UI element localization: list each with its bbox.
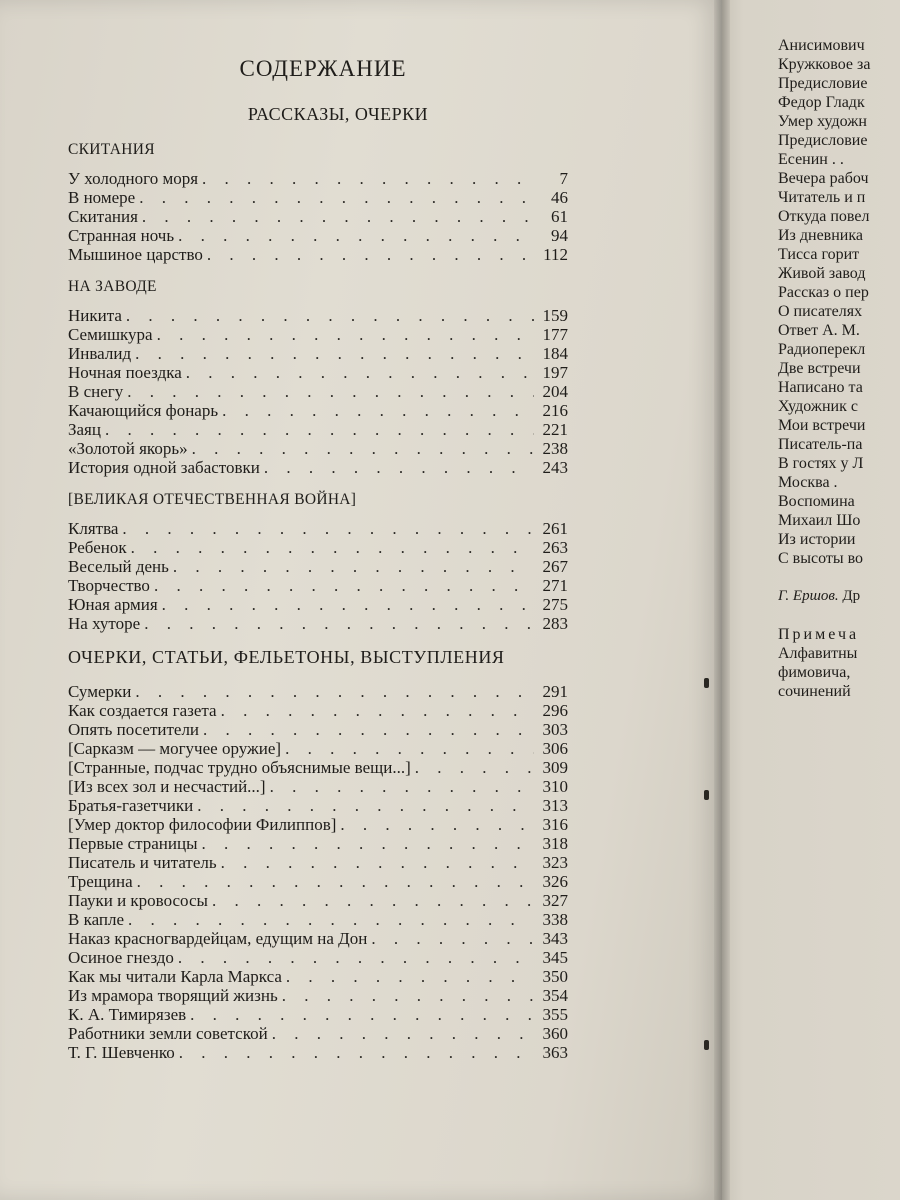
right-toc-entry: Рассказ о пер	[778, 284, 869, 301]
toc-entry	[68, 169, 568, 188]
entry-title: Из мрамора творящий жизнь	[68, 986, 278, 1005]
entry-page: 94	[551, 226, 568, 245]
entry-page: 275	[542, 595, 568, 614]
right-toc-entry: Тисса горит	[778, 246, 860, 263]
right-note-line: Примеча	[778, 626, 860, 643]
entry-title: Юная армия	[68, 595, 158, 614]
entry-page: 355	[542, 1005, 568, 1024]
right-toc-entry: С высоты во	[778, 550, 864, 567]
entry-page: 354	[542, 986, 568, 1005]
right-toc-entry: Кружковое за	[778, 56, 871, 73]
toc-entry	[68, 439, 568, 458]
toc-entry	[68, 910, 568, 929]
dot-leader	[186, 363, 534, 382]
contents-left	[68, 56, 568, 1062]
right-toc-entry: Писатель-па	[778, 436, 863, 453]
toc-entry	[68, 986, 568, 1005]
right-toc-entry: О писателях	[778, 303, 863, 320]
toc-entry	[68, 458, 568, 477]
entry-page: 313	[542, 796, 568, 815]
toc-entry	[68, 967, 568, 986]
right-toc-entry: Мои встречи	[778, 417, 866, 434]
entry-title: Никита	[68, 306, 122, 325]
right-note-line: Алфавитны	[778, 645, 858, 662]
dot-leader	[142, 207, 534, 226]
entry-page: 338	[542, 910, 568, 929]
section-title: ОЧЕРКИ, СТАТЬИ, ФЕЛЬЕТОНЫ, ВЫСТУПЛЕНИЯ	[68, 647, 505, 667]
dot-leader	[135, 682, 534, 701]
toc-entry	[68, 614, 568, 633]
book-gutter	[714, 0, 730, 1200]
toc-entry	[68, 1024, 568, 1043]
toc-entry	[68, 720, 568, 739]
right-toc-entry: Радиоперекл	[778, 341, 866, 358]
entry-page: 323	[542, 853, 568, 872]
toc-section	[68, 647, 568, 1062]
dot-leader	[340, 815, 534, 834]
dot-leader	[192, 439, 534, 458]
toc-section	[68, 278, 568, 477]
entry-title: Первые страницы	[68, 834, 198, 853]
entry-page: 46	[551, 188, 568, 207]
toc-entry	[68, 1005, 568, 1024]
section-title: [ВЕЛИКАЯ ОТЕЧЕСТВЕННАЯ ВОЙНА]	[68, 491, 357, 508]
entry-page: 263	[542, 538, 568, 557]
right-toc-entry: Умер художн	[778, 113, 867, 130]
toc-entry	[68, 420, 568, 439]
toc-entry	[68, 796, 568, 815]
right-toc-entry: Из дневника	[778, 227, 863, 244]
entry-title: [Сарказм — могучее оружие]	[68, 739, 282, 758]
toc-entry	[68, 363, 568, 382]
dot-leader	[126, 306, 534, 325]
entry-title: Опять посетители	[68, 720, 200, 739]
author-note: Г. Ершов. Др	[778, 588, 861, 604]
dot-leader	[221, 853, 534, 872]
dot-leader	[207, 245, 534, 264]
binding-stitch	[704, 1040, 709, 1050]
section-title: СКИТАНИЯ	[68, 141, 155, 158]
entry-page: 216	[542, 401, 568, 420]
right-toc-entry: Предисловие	[778, 132, 868, 149]
toc-list	[68, 519, 568, 633]
toc-entry	[68, 401, 568, 420]
entry-page: 184	[542, 344, 568, 363]
entry-page: 318	[542, 834, 568, 853]
entry-title: «Золотой якорь»	[68, 439, 188, 458]
entry-page: 363	[542, 1043, 568, 1062]
entry-page: 204	[542, 382, 568, 401]
entry-page: 309	[542, 758, 568, 777]
dot-leader	[131, 538, 534, 557]
entry-title: Клятва	[68, 519, 119, 538]
entry-page: 303	[542, 720, 568, 739]
entry-page: 283	[542, 614, 568, 633]
entry-title: В номере	[68, 188, 136, 207]
toc-entry	[68, 245, 568, 264]
dot-leader	[222, 401, 534, 420]
toc-entry	[68, 777, 568, 796]
toc-entry	[68, 739, 568, 758]
toc-entry	[68, 853, 568, 872]
part-title: РАССКАЗЫ, ОЧЕРКИ	[247, 104, 429, 124]
right-toc-entry: Ответ А. М.	[778, 322, 860, 339]
entry-page: 326	[542, 872, 568, 891]
entry-title: У холодного моря	[68, 169, 199, 188]
dot-leader	[221, 701, 534, 720]
dot-leader	[154, 576, 534, 595]
entry-page: 350	[542, 967, 568, 986]
dot-leader	[128, 910, 534, 929]
entry-page: 343	[542, 929, 568, 948]
dot-leader	[371, 929, 534, 948]
toc-entry	[68, 758, 568, 777]
dot-leader	[212, 891, 534, 910]
entry-title: Творчество	[68, 576, 150, 595]
binding-stitch	[704, 790, 709, 800]
entry-title: На хуторе	[68, 614, 141, 633]
dot-leader	[137, 872, 534, 891]
entry-title: Т. Г. Шевченко	[68, 1043, 175, 1062]
right-toc-entry: В гостях у Л	[778, 455, 864, 472]
toc-entry	[68, 701, 568, 720]
dot-leader	[286, 967, 534, 986]
toc-entry	[68, 834, 568, 853]
right-toc-entry: Федор Гладк	[778, 94, 865, 111]
dot-leader	[105, 420, 534, 439]
dot-leader	[190, 1005, 534, 1024]
dot-leader	[202, 834, 534, 853]
contents-right	[778, 36, 900, 701]
entry-title: Скитания	[68, 207, 138, 226]
toc-entry	[68, 226, 568, 245]
entry-page: 61	[551, 207, 568, 226]
entry-page: 7	[559, 169, 568, 188]
toc-entry	[68, 891, 568, 910]
toc-sections	[68, 141, 568, 1062]
toc-entry	[68, 929, 568, 948]
entry-title: Работники земли советской	[68, 1024, 268, 1043]
entry-page: 177	[542, 325, 568, 344]
toc-entry	[68, 576, 568, 595]
toc-entry	[68, 557, 568, 576]
entry-title: Ночная поездка	[68, 363, 182, 382]
toc-entry	[68, 948, 568, 967]
toc-entry	[68, 1043, 568, 1062]
right-toc-entry: Предисловие	[778, 75, 868, 92]
toc-entry	[68, 595, 568, 614]
right-toc-entry: Две встречи	[778, 360, 861, 377]
dot-leader	[173, 557, 534, 576]
dot-leader	[179, 1043, 534, 1062]
toc-list	[68, 169, 568, 264]
dot-leader	[202, 169, 534, 188]
entry-page: 271	[542, 576, 568, 595]
dot-leader	[122, 519, 534, 538]
entry-page: 316	[542, 815, 568, 834]
entry-page: 360	[542, 1024, 568, 1043]
dot-leader	[272, 1024, 534, 1043]
entry-title: Пауки и кровососы	[68, 891, 208, 910]
entry-title: Мышиное царство	[68, 245, 203, 264]
entry-page: 296	[542, 701, 568, 720]
entry-title: К. А. Тимирязев	[68, 1005, 187, 1024]
section-title: НА ЗАВОДЕ	[68, 278, 157, 295]
entry-page: 261	[542, 519, 568, 538]
entry-page: 243	[542, 458, 568, 477]
dot-leader	[264, 458, 534, 477]
dot-leader	[270, 777, 534, 796]
dot-leader	[162, 595, 534, 614]
entry-title: Заяц	[68, 420, 101, 439]
toc-entry	[68, 519, 568, 538]
right-toc-entry: Живой завод	[778, 265, 866, 282]
dot-leader	[127, 382, 534, 401]
entry-title: В снегу	[68, 382, 124, 401]
right-toc-list	[778, 36, 900, 568]
entry-title: История одной забастовки	[68, 458, 260, 477]
dot-leader	[135, 344, 534, 363]
dot-leader	[197, 796, 534, 815]
entry-title: Писатель и читатель	[68, 853, 217, 872]
right-toc-entry: Воспомина	[778, 493, 855, 510]
toc-entry	[68, 306, 568, 325]
dot-leader	[178, 226, 534, 245]
entry-title: Наказ красногвардейцам, едущим на Дон	[68, 929, 368, 948]
dot-leader	[139, 188, 534, 207]
entry-page: 221	[542, 420, 568, 439]
entry-page: 291	[542, 682, 568, 701]
right-note-line: фимовича,	[778, 664, 851, 681]
dot-leader	[144, 614, 534, 633]
entry-title: [Из всех зол и несчастий...]	[68, 777, 266, 796]
right-toc-entry: Художник с	[778, 398, 858, 415]
entry-page: 345	[542, 948, 568, 967]
entry-title: Братья-газетчики	[68, 796, 194, 815]
toc-entry	[68, 538, 568, 557]
right-toc-entry: Откуда повел	[778, 208, 870, 225]
binding-stitch	[704, 678, 709, 688]
page-title: СОДЕРЖАНИЕ	[239, 56, 407, 81]
right-toc-entry: Михаил Шо	[778, 512, 861, 529]
entry-title: Как мы читали Карла Маркса	[68, 967, 282, 986]
entry-title: [Умер доктор философии Филиппов]	[68, 815, 337, 834]
right-toc-entry: Читатель и п	[778, 189, 866, 206]
toc-list	[68, 306, 568, 477]
dot-leader	[415, 758, 534, 777]
entry-title: Качающийся фонарь	[68, 401, 219, 420]
entry-page: 310	[542, 777, 568, 796]
toc-section	[68, 141, 568, 264]
dot-leader	[282, 986, 534, 1005]
toc-entry	[68, 344, 568, 363]
entry-title: В капле	[68, 910, 125, 929]
dot-leader	[178, 948, 534, 967]
dot-leader	[157, 325, 534, 344]
toc-entry	[68, 682, 568, 701]
right-toc-entry: Вечера рабоч	[778, 170, 869, 187]
toc-entry	[68, 325, 568, 344]
entry-title: Сумерки	[68, 682, 132, 701]
right-toc-entry: Москва .	[778, 474, 838, 491]
entry-page: 327	[542, 891, 568, 910]
entry-title: Осиное гнездо	[68, 948, 174, 967]
entry-page: 159	[542, 306, 568, 325]
dot-leader	[203, 720, 534, 739]
entry-title: Инвалид	[68, 344, 132, 363]
entry-title: Как создается газета	[68, 701, 217, 720]
toc-entry	[68, 188, 568, 207]
entry-page: 112	[543, 245, 568, 264]
entry-page: 238	[542, 439, 568, 458]
toc-entry	[68, 815, 568, 834]
right-toc-entry: Анисимович	[778, 37, 865, 54]
right-note-line: сочинений	[778, 683, 851, 700]
entry-title: Странная ночь	[68, 226, 175, 245]
entry-title: Ребенок	[68, 538, 127, 557]
entry-title: [Странные, подчас трудно объяснимые вещи...]	[68, 758, 411, 777]
dot-leader	[285, 739, 534, 758]
right-notes	[778, 625, 900, 701]
entry-title: Веселый день	[68, 557, 169, 576]
toc-list	[68, 682, 568, 1062]
entry-page: 197	[542, 363, 568, 382]
entry-page: 267	[542, 557, 568, 576]
right-toc-entry: Из истории	[778, 531, 856, 548]
toc-entry	[68, 872, 568, 891]
right-toc-entry: Написано та	[778, 379, 863, 396]
entry-title: Семишкура	[68, 325, 153, 344]
right-toc-entry: Есенин . .	[778, 151, 844, 168]
entry-title: Трещина	[68, 872, 133, 891]
toc-entry	[68, 382, 568, 401]
toc-section	[68, 491, 568, 633]
entry-page: 306	[542, 739, 568, 758]
toc-entry	[68, 207, 568, 226]
